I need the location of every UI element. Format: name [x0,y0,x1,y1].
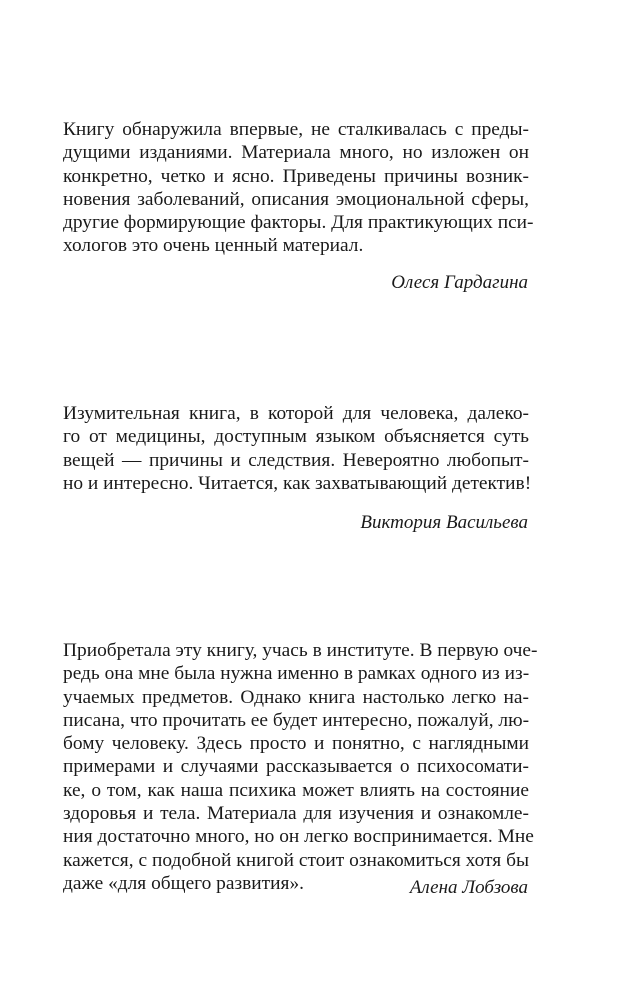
review-line: но и интересно. Читается, как захватывающий детектив! [63,472,532,494]
review-line: учаемых предметов. Однако книга настолько легко на- [63,686,529,708]
review-author-3: Алена Лобзова [409,877,528,898]
review-line: даже «для общего развития». [63,872,304,894]
review-text-3 [63,639,538,895]
review-line: вещей — причины и следствия. Невероятно любопыт- [63,449,529,471]
review-text-1 [63,118,534,258]
review-line: Изумительная книга, в которой для человека, далеко- [63,403,529,424]
review-line: новения заболеваний, описания эмоциональной сферы, [63,188,529,210]
review-line: редь она мне была нужна именно в рамках одного из из- [63,663,530,685]
review-line: дущими изданиями. Материала много, но изложен он [63,142,529,164]
review-text-2 [63,402,532,495]
review-line: другие формирующие факторы. Для практикующих пси- [63,212,534,234]
review-line: Книгу обнаружила впервые, не сталкивалась с преды- [63,119,529,140]
review-line: ния достаточно много, но он легко воспринимается. Мне [63,826,534,848]
review-line: Приобретала эту книгу, учась в институте. В первую оче- [63,640,538,661]
review-author-1: Олеся Гардагина [391,272,528,293]
review-line: бому человеку. Здесь просто и понятно, с наглядными [63,733,529,755]
review-line: примерами и случаями рассказывается о психосомати- [63,756,529,778]
review-line: го от медицины, доступным языком объясняется суть [63,426,529,448]
review-line: писана, что прочитать ее будет интересно, пожалуй, лю- [63,709,530,731]
review-line: конкретно, четко и ясно. Приведены причины возник- [63,165,529,187]
review-line: хологов это очень ценный материал. [63,235,364,257]
review-line: здоровья и тела. Материала для изучения и ознакомле- [63,803,529,825]
review-author-2: Виктория Васильева [360,512,528,533]
review-line: кажется, с подобной книгой стоит ознакомиться хотя бы [63,849,529,871]
review-line: ке, о том, как наша психика может влиять на состояние [63,779,529,801]
